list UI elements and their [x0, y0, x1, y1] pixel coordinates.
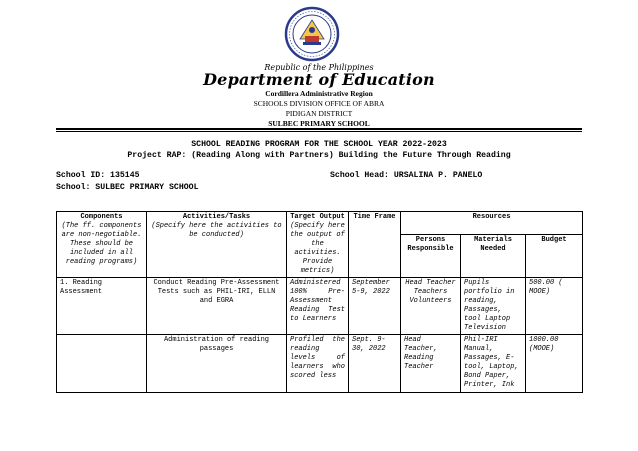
cell-component — [57, 335, 147, 393]
header-components: Components (The ff. components are non-negotiable. These should be included in all reading programs) — [57, 212, 147, 278]
header-persons: Persons Responsible — [401, 235, 461, 278]
cell-persons: Head Teacher Teachers Volunteers — [401, 278, 461, 335]
header-target: Target Output (Specify here the output of the activities. Provide metrics) — [287, 212, 349, 278]
letterhead-rule-thick — [56, 128, 582, 130]
header-activities: Activities/Tasks (Specify here the activities to be conducted) — [147, 212, 287, 278]
letterhead-district: PIDIGAN DISTRICT — [285, 109, 353, 118]
program-title: SCHOOL READING PROGRAM FOR THE SCHOOL YEAR 2022-2023 — [191, 140, 447, 149]
letterhead-division: SCHOOLS DIVISION OFFICE OF ABRA — [253, 99, 385, 108]
cell-budget: 1000.00 (MOOE) — [526, 335, 583, 393]
cell-target: Administered 100% Pre-Assessment Reading Test to Learners — [287, 278, 349, 335]
header-target-note: (Specify here the output of the activities. Provide metrics) — [290, 222, 345, 275]
cell-materials: Pupils portfolio in reading, Passages, tool Laptop Television — [461, 278, 526, 335]
table-row — [57, 335, 583, 393]
cell-persons: Head Teacher, Reading Teacher — [401, 335, 461, 393]
school-name: School: SULBEC PRIMARY SCHOOL — [56, 183, 199, 192]
letterhead-school: SULBEC PRIMARY SCHOOL — [268, 119, 370, 128]
project-title: Project RAP: (Reading Along with Partners) Building the Future Through Reading — [127, 151, 511, 160]
letterhead-region: Cordillera Administrative Region — [265, 89, 373, 98]
table-row — [57, 278, 583, 335]
cell-time: Sept. 9-30, 2022 — [349, 335, 401, 393]
header-activities-note: (Specify here the activities to be conducted) — [151, 222, 282, 239]
cell-time: September 5-9, 2022 — [349, 278, 401, 335]
cell-target: Profiled the reading levels of learners who scored less — [287, 335, 349, 393]
reading-program-table — [56, 211, 583, 393]
header-budget: Budget — [526, 235, 583, 278]
cell-materials: Phil-IRI Manual, Passages, E-tool, Laptop, Bond Paper, Printer, Ink — [461, 335, 526, 393]
deped-seal — [284, 6, 340, 62]
letterhead-republic: Republic of the Philippines — [264, 63, 374, 72]
school-head: School Head: URSALINA P. PANELO — [330, 171, 483, 180]
school-id: School ID: 135145 — [56, 171, 140, 180]
cell-component: 1. Reading Assessment — [57, 278, 147, 335]
letterhead-rule-thin — [56, 131, 582, 132]
header-resources: Resources — [401, 212, 583, 235]
header-materials: Materials Needed — [461, 235, 526, 278]
header-time: Time Frame — [349, 212, 401, 278]
header-components-note: (The ff. components are non-negotiable. These should be included in all reading programs) — [61, 222, 142, 266]
cell-budget: 500.00 ( MOOE) — [526, 278, 583, 335]
cell-activity: Conduct Reading Pre-Assessment Tests such as PHIL-IRI, ELLN and EGRA — [147, 278, 287, 335]
letterhead-department: Department of Education — [203, 70, 435, 89]
cell-activity: Administration of reading passages — [147, 335, 287, 393]
